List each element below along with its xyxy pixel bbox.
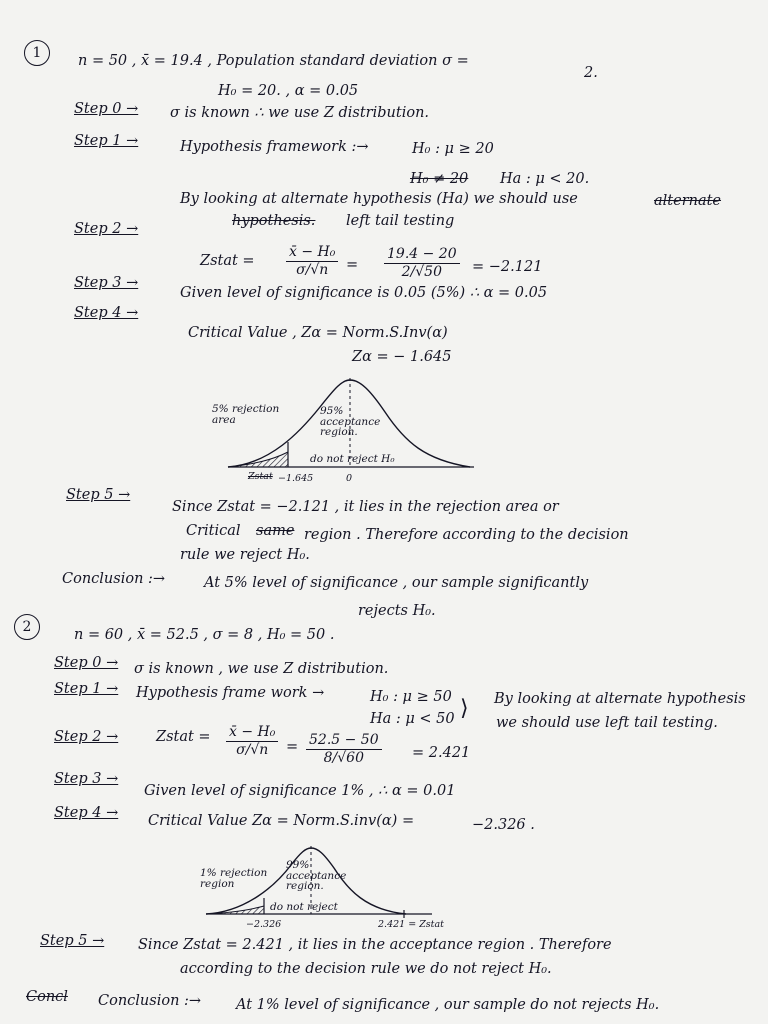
q2-step3-text: Given level of significance 1% , ∴ α = 0.01 xyxy=(144,783,456,799)
q1-struck-hypothesis: H₀ ≠ 20 xyxy=(410,171,469,187)
q2-conclusion-struck: Concl xyxy=(26,989,68,1005)
q1-zstat-label: Zstat = xyxy=(200,253,255,269)
q1-step1-text: Hypothesis framework :→ xyxy=(180,139,369,155)
q2-step3-label: Step 3 → xyxy=(54,771,119,787)
q1-null-hypothesis: H₀ : μ ≥ 20 xyxy=(412,141,494,157)
q2-formula-numerator: x̄ − H₀ xyxy=(226,724,278,742)
q1-acceptance-label: 95% acceptance region. xyxy=(320,405,381,438)
q1-step1-note-end: left tail testing xyxy=(346,213,455,229)
q1-alternate-hypothesis: Ha : μ < 20. xyxy=(500,171,590,187)
q2-step1-text: Hypothesis frame work → xyxy=(136,685,325,701)
q1-step1-note: By looking at alternate hypothesis (Ha) we should use xyxy=(180,191,578,207)
q2-formula-fraction xyxy=(226,724,278,758)
q2-formula-denominator: σ/√n xyxy=(236,742,269,759)
q2-step0-text: σ is known , we use Z distribution. xyxy=(134,661,389,677)
q1-value-denominator: 2/√50 xyxy=(401,264,442,281)
q2-step1-note2: we should use left tail testing. xyxy=(496,715,718,731)
q1-conclusion-text2: rejects H₀. xyxy=(358,603,436,619)
q1-zstat-result: = −2.121 xyxy=(472,259,543,275)
q2-null-hypothesis: H₀ : μ ≥ 50 xyxy=(370,689,452,705)
q1-step5-text2a: Critical xyxy=(186,523,241,539)
q2-given: n = 60 , x̄ = 52.5 , σ = 8 , H₀ = 50 . xyxy=(74,627,335,643)
q2-step2-label: Step 2 → xyxy=(54,729,119,745)
q1-step5-text2-struck: same xyxy=(256,523,295,539)
q2-step5-label: Step 5 → xyxy=(40,933,105,949)
q1-step2-label: Step 2 → xyxy=(74,221,139,237)
q1-step0-text: σ is known ∴ we use Z distribution. xyxy=(170,105,430,121)
question-1-number: 1 xyxy=(24,40,50,66)
q2-conclusion-text: At 1% level of significance , our sample do not rejects H₀. xyxy=(236,997,660,1013)
q1-decision-label: do not reject H₀ xyxy=(310,453,395,465)
q2-step1-note1: By looking at alternate hypothesis xyxy=(494,691,746,707)
q1-step1-label: Step 1 → xyxy=(74,133,139,149)
q2-alternate-hypothesis: Ha : μ < 50 xyxy=(370,711,455,727)
q1-step1-note-struck1: alternate xyxy=(654,193,722,209)
q1-formula-numerator: x̄ − H₀ xyxy=(286,244,338,262)
q1-zstat-struck: Zstat xyxy=(248,471,273,482)
q1-value-fraction xyxy=(384,246,460,280)
q1-step3-text: Given level of significance is 0.05 (5%) ∴ α = 0.05 xyxy=(180,285,548,301)
q2-zstat-result: = 2.421 xyxy=(412,745,471,761)
q2-value-fraction xyxy=(306,732,382,766)
q2-acceptance-label: 99% acceptance region. xyxy=(286,859,347,892)
q2-equals: = xyxy=(286,739,299,755)
question-2-number: 2 xyxy=(14,614,40,640)
q1-step4-text: Critical Value , Zα = Norm.S.Inv(α) xyxy=(188,325,448,341)
q1-value-numerator: 19.4 − 20 xyxy=(384,246,460,264)
q1-step5-text2b: region . Therefore according to the decision xyxy=(304,527,629,543)
q2-conclusion-label: Conclusion :→ xyxy=(98,993,202,1009)
q2-value-denominator: 8/√60 xyxy=(323,750,364,767)
q2-decision-label: do not reject xyxy=(270,901,338,913)
q2-rejection-label: 1% rejection region xyxy=(200,867,268,890)
q2-step5-text2: according to the decision rule we do not reject H₀. xyxy=(180,961,552,977)
q2-step0-label: Step 0 → xyxy=(54,655,119,671)
q1-step4-value: Zα = − 1.645 xyxy=(352,349,452,365)
q2-step4-text: Critical Value Zα = Norm.S.inv(α) = xyxy=(148,813,415,829)
q1-equals: = xyxy=(346,257,359,273)
q1-step5-text3: rule we reject H₀. xyxy=(180,547,310,563)
q1-step1-note-struck2: hypothesis. xyxy=(232,213,316,229)
q2-value-numerator: 52.5 − 50 xyxy=(306,732,382,750)
q1-given-line1: n = 50 , x̄ = 19.4 , Population standard deviation σ = xyxy=(78,53,469,69)
q1-critical-label: −1.645 xyxy=(278,473,314,484)
q2-step1-label: Step 1 → xyxy=(54,681,119,697)
q1-given-sigma: 2. xyxy=(584,65,598,81)
q1-formula-fraction xyxy=(286,244,338,278)
q2-critical-label: −2.326 xyxy=(246,919,282,930)
q1-step4-label: Step 4 → xyxy=(74,305,139,321)
q2-zstat-label: Zstat = xyxy=(156,729,211,745)
q1-step5-label: Step 5 → xyxy=(66,487,131,503)
q1-conclusion-text1: At 5% level of significance , our sample significantly xyxy=(204,575,589,591)
q1-step0-label: Step 0 → xyxy=(74,101,139,117)
q1-given-line2: H₀ = 20. , α = 0.05 xyxy=(218,83,359,99)
q1-step5-text1: Since Zstat = −2.121 , it lies in the rejection area or xyxy=(172,499,559,515)
q2-zstat-mark: 2.421 = Zstat xyxy=(378,919,444,930)
q1-formula-denominator: σ/√n xyxy=(296,262,329,279)
q2-step4-label: Step 4 → xyxy=(54,805,119,821)
q1-zero-label: 0 xyxy=(346,473,353,484)
q1-rejection-label: 5% rejection area xyxy=(212,403,280,426)
q2-step4-value: −2.326 . xyxy=(472,817,535,833)
q1-conclusion-label: Conclusion :→ xyxy=(62,571,166,587)
q1-step3-label: Step 3 → xyxy=(74,275,139,291)
q2-step5-text1: Since Zstat = 2.421 , it lies in the acceptance region . Therefore xyxy=(138,937,612,953)
q2-brace: ⟩ xyxy=(460,696,469,721)
